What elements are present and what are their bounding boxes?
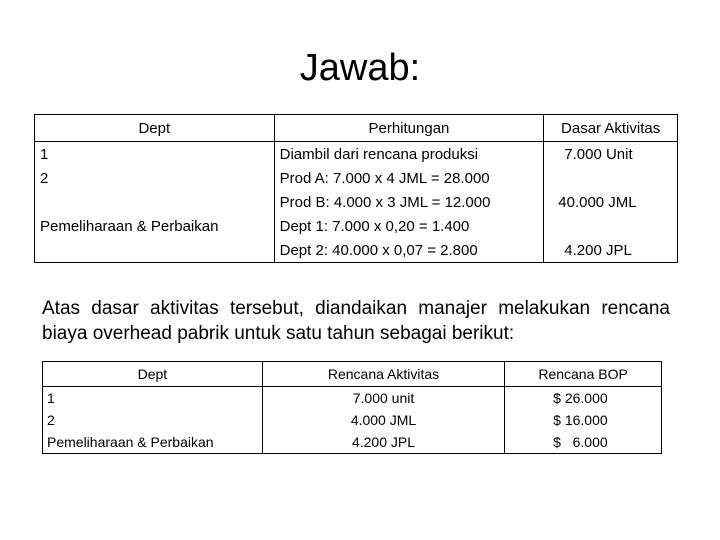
table-row [35,142,678,167]
basis-cell [544,214,678,238]
calc-cell: Dept 1: 7.000 x 0,20 = 1.400 [274,214,544,238]
header-dasar-aktivitas: Dasar Aktivitas [544,115,678,142]
bop-cell: $ 26.000 [505,387,662,410]
table-row [43,431,662,454]
bop-cell: $ 6.000 [505,431,662,454]
table-header-row [35,115,678,142]
header-dept: Dept [35,115,275,142]
basis-cell [544,238,678,263]
basis-cell [544,190,678,214]
activity-basis-table [34,114,678,263]
dept-cell: 1 [43,387,263,410]
basis-value: 4.200 JPL [564,241,632,259]
bop-cell: $ 16.000 [505,409,662,431]
basis-value: 40.000 JML [558,193,637,211]
dept-cell: 2 [35,166,275,190]
header-perhitungan: Perhitungan [274,115,544,142]
dept-cell [35,190,275,214]
header-rencana-aktivitas: Rencana Aktivitas [262,362,504,387]
activity-cell: 4.000 JML [262,409,504,431]
calc-cell: Diambil dari rencana produksi [274,142,544,167]
dept-cell: 1 [35,142,275,167]
activity-cell: 4.200 JPL [262,431,504,454]
dept-cell: Pemeliharaan & Perbaikan [43,431,263,454]
basis-value: 7.000 Unit [564,145,633,163]
table-row [35,214,678,238]
header-rencana-bop: Rencana BOP [505,362,662,387]
table-row [35,238,678,263]
body-paragraph: Atas dasar aktivitas tersebut, diandaikan manajer melakukan rencana biaya overhead pabrik untuk satu tahun sebagai berikut: [42,298,670,344]
dept-cell [35,238,275,263]
table-row [43,409,662,431]
table-row [35,166,678,190]
calc-cell: Dept 2: 40.000 x 0,07 = 2.800 [274,238,544,263]
table-row [43,387,662,410]
table-row [35,190,678,214]
basis-cell [544,166,678,190]
page-title: Jawab: [299,47,421,89]
bop-plan-table [42,361,662,454]
calc-cell: Prod A: 7.000 x 4 JML = 28.000 [274,166,544,190]
dept-cell: 2 [43,409,263,431]
basis-cell [544,142,678,167]
table-header-row [43,362,662,387]
header-dept: Dept [43,362,263,387]
calc-cell: Prod B: 4.000 x 3 JML = 12.000 [274,190,544,214]
activity-cell: 7.000 unit [262,387,504,410]
dept-cell: Pemeliharaan & Perbaikan [35,214,275,238]
